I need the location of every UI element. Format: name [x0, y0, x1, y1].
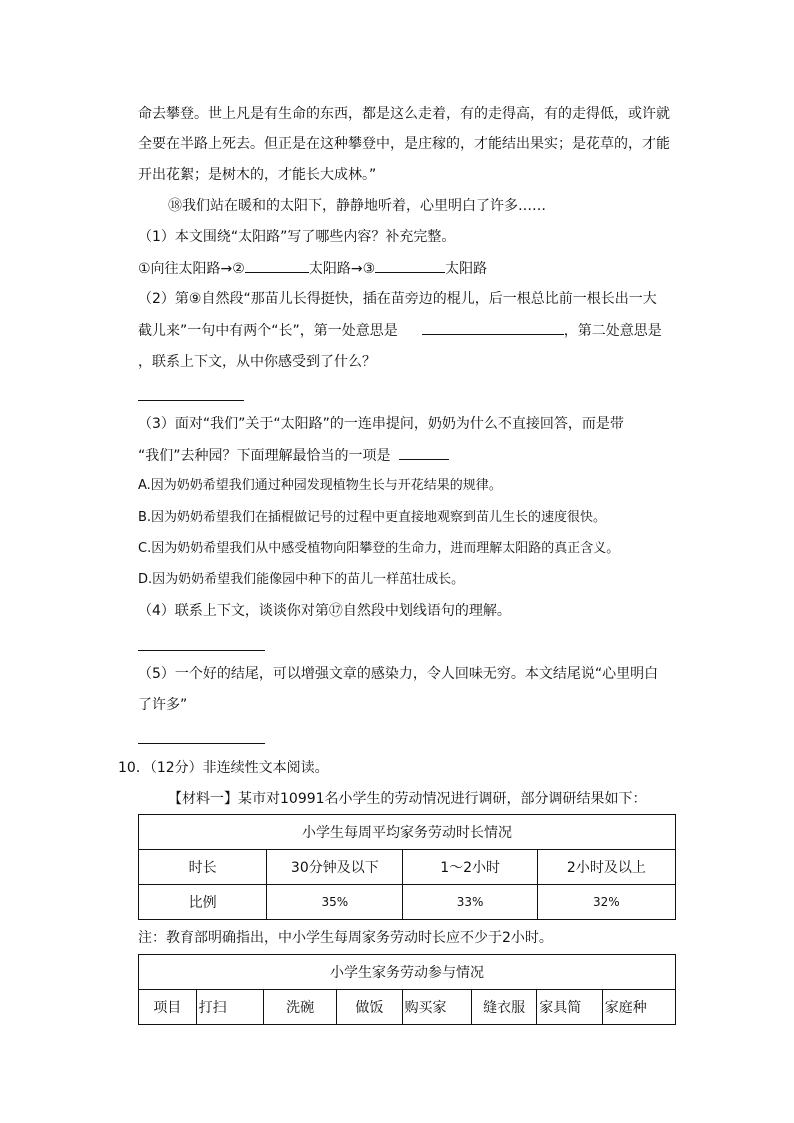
question-3-line2: [138, 445, 449, 466]
table2-header-cell: 项目: [139, 990, 197, 1025]
table1-cell: 32%: [537, 885, 675, 920]
table1-header-cell: 时长: [139, 850, 267, 885]
housework-participation-table: [138, 954, 676, 1025]
option-a: A.因为奶奶希望我们通过种园发现植物生长与开花结果的规律。: [138, 478, 502, 493]
answer-rule-q5[interactable]: [138, 743, 265, 744]
table2-header-cell: 缝衣服: [471, 990, 536, 1025]
table1-header-cell: 2小时及以上: [537, 850, 675, 885]
q2-text-b: ，第二处意思是: [563, 323, 662, 339]
passage-line: 全要在半路上死去。但正是在这种攀登中，是庄稼的，才能结出果实；是花草的，才能: [138, 136, 670, 152]
table1-header-cell: 30分钟及以下: [267, 850, 403, 885]
q1-part-c: 太阳路: [445, 261, 488, 277]
table1-cell: 35%: [267, 885, 403, 920]
table2-header-cell: 家庭种: [602, 990, 675, 1025]
table2-header-cell: 打扫: [196, 990, 263, 1025]
q1-blank-2[interactable]: [375, 258, 445, 273]
passage-line: 开出花絮；是树木的，才能长大成林。”: [138, 167, 377, 183]
question-5: （5）一个好的结尾，可以增强文章的感染力，令人回味无穷。本文结尾说“心里明白: [138, 666, 659, 682]
table1-cell: 比例: [139, 885, 267, 920]
table1-title: 小学生每周平均家务劳动时长情况: [139, 815, 676, 850]
table2-title: 小学生家务劳动参与情况: [139, 955, 676, 990]
question-1: （1）本文围绕“太阳路”写了哪些内容？补充完整。: [138, 229, 456, 245]
question-2-line2: [138, 320, 662, 341]
q3-text: “我们”去种园？下面理解最恰当的一项是: [138, 448, 391, 464]
q1-blank-1[interactable]: [245, 258, 309, 273]
housework-duration-table: [138, 814, 676, 920]
answer-rule-q2[interactable]: [138, 400, 244, 401]
table2-header-cell: 做饭: [337, 990, 402, 1025]
q1-part-b: 太阳路→③: [308, 261, 376, 277]
question-1-answer-line: [138, 258, 487, 279]
table1-cell: 33%: [403, 885, 537, 920]
question-10-title: 10．（12分）非连续性文本阅读。: [118, 760, 329, 776]
table-note: 注：教育部明确指出，中小学生每周家务劳动时长应不少于2小时。: [138, 930, 553, 946]
q2-text-a: 截儿来”一句中有两个“长”，第一处意思是: [138, 323, 398, 339]
table2-header-cell: 洗碗: [264, 990, 337, 1025]
answer-rule-q4[interactable]: [138, 650, 265, 651]
passage-line: 命去攀登。世上凡是有生命的东西，都是这么走着，有的走得高，有的走得低，或许就: [138, 106, 670, 122]
question-5-line2: 了许多”: [138, 697, 188, 713]
table2-header-cell: 家具简: [537, 990, 602, 1025]
q3-blank[interactable]: [399, 445, 449, 460]
material-1-intro: 【材料一】某市对10991名小学生的劳动情况进行调研，部分调研结果如下：: [168, 791, 647, 807]
option-d: D.因为奶奶希望我们能像园中种下的苗儿一样茁壮成长。: [138, 572, 465, 587]
option-b: B.因为奶奶希望我们在插棍做记号的过程中更直接地观察到苗儿生长的速度很快。: [138, 510, 607, 525]
option-c: C.因为奶奶希望我们从中感受植物向阳攀登的生命力，进而理解太阳路的真正含义。: [138, 541, 620, 556]
q1-part-a: ①向往太阳路→②: [138, 261, 245, 277]
question-2: （2）第⑨自然段“那苗儿长得挺快，插在苗旁边的棍儿，后一根总比前一根长出一大: [138, 291, 657, 307]
table1-header-cell: 1～2小时: [403, 850, 537, 885]
question-3: （3）面对“我们”关于“太阳路”的一连串提问，奶奶为什么不直接回答，而是带: [138, 416, 624, 432]
paragraph-18: ⑱我们站在暖和的太阳下，静静地听着，心里明白了许多……: [168, 198, 546, 214]
question-2-line3: ，联系上下文，从中你感受到了什么？: [138, 354, 376, 370]
question-4: （4）联系上下文，谈谈你对第⑰自然段中划线语句的理解。: [138, 603, 511, 619]
q2-blank[interactable]: [422, 320, 564, 335]
table2-header-cell: 购买家: [402, 990, 471, 1025]
